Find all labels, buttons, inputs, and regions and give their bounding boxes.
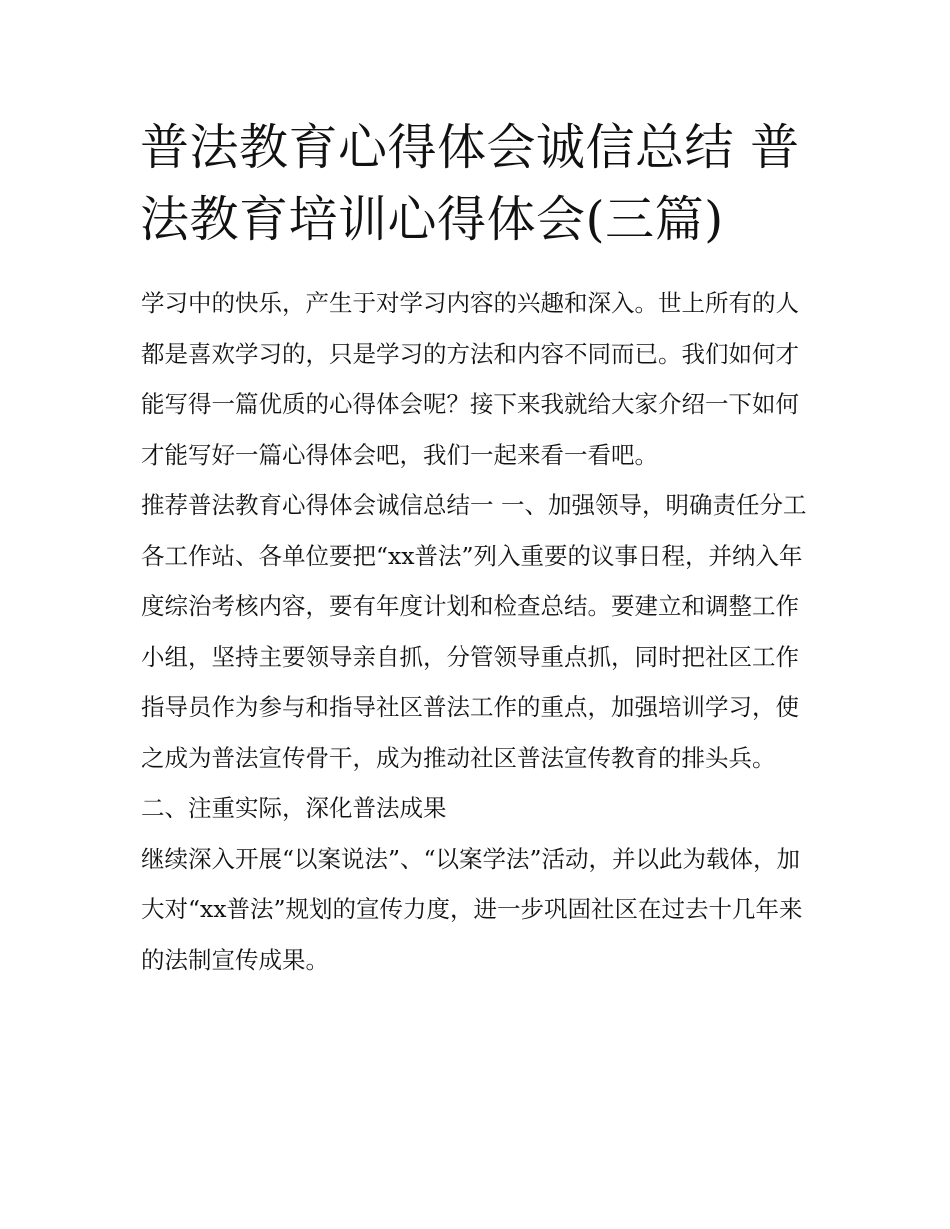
paragraph-intro: 学习中的快乐，产生于对学习内容的兴趣和深入。世上所有的人都是喜欢学习的，只是学习的方法和内容不同而已。我们如何才能写得一篇优质的心得体会呢？接下来我就给大家介绍一下如何才能写好一篇心得体会吧，我们一起来看一看吧。: [141, 289, 799, 469]
paragraph-section-2: 继续深入开展“以案说法”、“以案学法”活动，并以此为载体，加大对“xx普法”规划的宣传力度，进一步巩固社区在过去十几年来的法制宣传成果。: [141, 844, 803, 974]
paragraph-section-1: 各工作站、各单位要把“xx普法”列入重要的议事日程，并纳入年度综治考核内容，要有年度计划和检查总结。要建立和调整工作小组，坚持主要领导亲自抓，分管领导重点抓，同时把社区工作指导员作为参与和指导社区普法工作的重点，加强培训学习，使之成为普法宣传骨干，成为推动社区普法宣传教育的排头兵。: [141, 541, 803, 772]
section-heading-2: 二、注重实际，深化普法成果: [141, 794, 447, 822]
document-body: [141, 278, 816, 985]
section-heading-1: 推荐普法教育心得体会诚信总结一 一、加强领导，明确责任分工: [141, 491, 807, 519]
document-title: 普法教育心得体会诚信总结 普法教育培训心得体会(三篇): [140, 119, 800, 248]
